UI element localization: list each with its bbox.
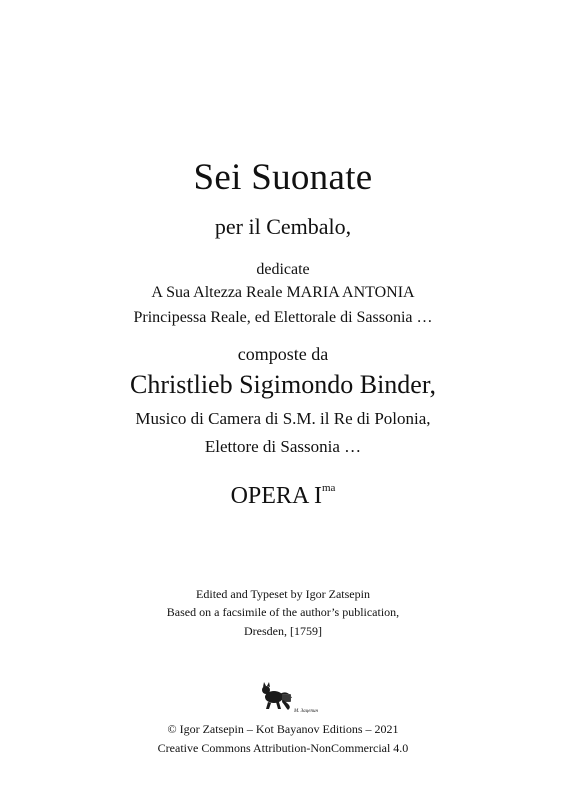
dedication-line-1: A Sua Altezza Reale MARIA ANTONIA [151, 284, 415, 301]
opus-label: OPERA I [230, 483, 322, 509]
edition-line-2: Based on a facsimile of the author’s publication, [166, 605, 400, 619]
logo-caption: M. Зацепин [294, 709, 318, 714]
opus-superscript: ma [321, 482, 336, 494]
opus-number [0, 482, 566, 510]
license-line: Creative Commons Attribution-NonCommercial 4.0 [157, 741, 409, 755]
subtitle: per il Cembalo, [214, 214, 352, 239]
composer-name: Christlieb Sigimondo Binder, [130, 370, 436, 399]
edition-line-1: Edited and Typeset by Igor Zatsepin [196, 587, 370, 601]
dedication-intro: dedicate [256, 261, 310, 278]
copyright-line-1: © Igor Zatsepin – Kot Bayanov Editions – 2021 [167, 722, 399, 736]
composer-role-line-2: Elettore di Sassonia … [204, 437, 362, 456]
edition-line-3: Dresden, [1759] [244, 624, 322, 638]
dedication-line-2: Principessa Reale, ed Elettorale di Sassonia … [133, 309, 433, 326]
composer-intro: composte da [237, 344, 329, 364]
page-title: Sei Suonate [193, 157, 373, 198]
cat-logo-icon [254, 682, 318, 718]
composer-role-line-1: Musico di Camera di S.M. il Re di Polonia, [135, 409, 431, 428]
